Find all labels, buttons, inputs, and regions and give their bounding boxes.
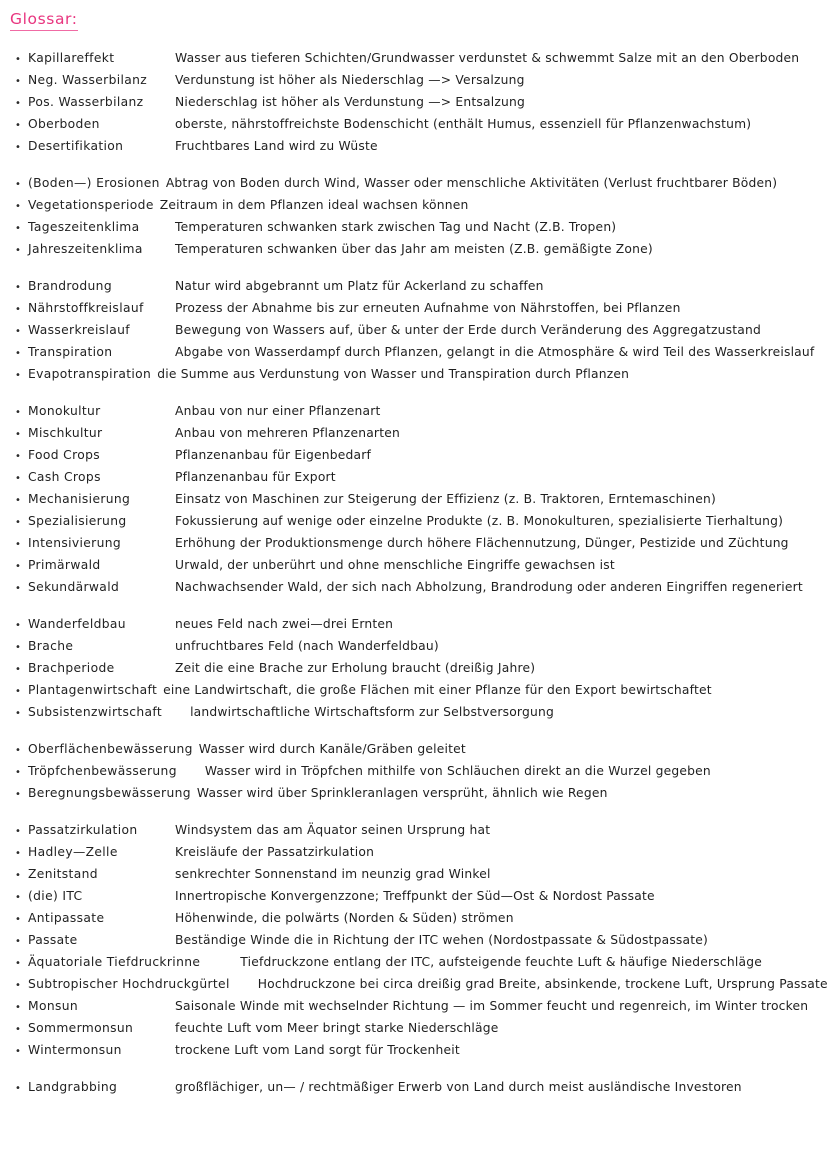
glossary-entry	[0, 973, 828, 995]
glossary-term: Plantagenwirtschaft	[28, 683, 158, 697]
glossary-definition: Niederschlag ist höher als Verdunstung —> Entsalzung	[175, 95, 525, 109]
glossary-term: Mechanisierung	[28, 492, 131, 506]
glossary-definition: Windsystem das am Äquator seinen Ursprung hat	[175, 823, 491, 837]
glossary-entry	[0, 885, 828, 907]
page-title: Glossar:	[10, 10, 78, 31]
glossary-term: Primärwald	[28, 558, 101, 572]
bullet-icon	[8, 681, 28, 703]
glossary-definition: Tiefdruckzone entlang der ITC, aufsteigende feuchte Luft & häufige Niederschläge	[240, 955, 762, 969]
glossary-term: Oberboden	[28, 117, 100, 131]
bullet-icon	[8, 615, 28, 637]
bullet-icon	[8, 1019, 28, 1041]
bullet-icon	[8, 637, 28, 659]
glossary-term: (die) ITC	[28, 889, 83, 903]
glossary-term: Neg. Wasserbilanz	[28, 73, 148, 87]
bullet-icon	[8, 843, 28, 865]
glossary-definition: Prozess der Abnahme bis zur erneuten Aufnahme von Nährstoffen, bei Pflanzen	[175, 301, 681, 315]
glossary-term: Äquatoriale Tiefdruckrinne	[28, 955, 201, 969]
glossary-term: Kapillareffekt	[28, 51, 115, 65]
glossary-definition: großflächiger, un— / rechtmäßiger Erwerb von Land durch meist ausländische Investoren	[175, 1080, 742, 1094]
glossary-term: Monsun	[28, 999, 79, 1013]
glossary-term: Mischkultur	[28, 426, 103, 440]
bullet-icon	[8, 321, 28, 343]
bullet-icon	[8, 49, 28, 71]
glossary-definition: Wasser wird über Sprinkleranlagen versprüht, ähnlich wie Regen	[196, 786, 608, 800]
glossary-group	[0, 819, 828, 1061]
glossary-definition: landwirtschaftliche Wirtschaftsform zur Selbstversorgung	[190, 705, 554, 719]
glossary-entry	[0, 576, 828, 598]
page-title-container	[10, 9, 78, 31]
glossary-definition: Wasser wird in Tröpfchen mithilfe von Schläuchen direkt an die Wurzel gegeben	[204, 764, 711, 778]
glossary-term: Monokultur	[28, 404, 101, 418]
glossary-term: Vegetationsperiode	[28, 198, 154, 212]
glossary-definition: Saisonale Winde mit wechselnder Richtung — im Sommer feucht und regenreich, im Winter trocken	[175, 999, 809, 1013]
bullet-icon	[8, 740, 28, 762]
glossary-term: Evapotranspiration	[28, 367, 152, 381]
glossary-entry	[0, 341, 828, 363]
glossary-entry	[0, 819, 828, 841]
glossary-term: Beregnungsbewässerung	[28, 786, 191, 800]
bullet-icon	[8, 909, 28, 931]
glossary-definition: Pflanzenanbau für Eigenbedarf	[175, 448, 372, 462]
glossary-definition: Temperaturen schwanken über das Jahr am meisten (Z.B. gemäßigte Zone)	[175, 242, 653, 256]
glossary-entry	[0, 701, 828, 723]
glossary-definition: Abgabe von Wasserdampf durch Pflanzen, gelangt in die Atmosphäre & wird Teil des Wasserkreislauf	[175, 345, 815, 359]
glossary-definition: Urwald, der unberührt und ohne menschliche Eingriffe gewachsen ist	[175, 558, 615, 572]
glossary-entry	[0, 679, 828, 701]
bullet-icon	[8, 137, 28, 159]
glossary-definition: Pflanzenanbau für Export	[175, 470, 336, 484]
glossary-definition: feuchte Luft vom Meer bringt starke Niederschläge	[175, 1021, 499, 1035]
glossary-entry	[0, 319, 828, 341]
glossary-entry	[0, 297, 828, 319]
bullet-icon	[8, 953, 28, 975]
bullet-icon	[8, 659, 28, 681]
glossary-definition: Wasser aus tieferen Schichten/Grundwasser verdunstet & schwemmt Salze mit an den Oberboden	[175, 51, 800, 65]
glossary-group	[0, 275, 828, 385]
glossary-term: Wintermonsun	[28, 1043, 122, 1057]
glossary-entry	[0, 444, 828, 466]
glossary-term: Food Crops	[28, 448, 101, 462]
bullet-icon	[8, 277, 28, 299]
bullet-icon	[8, 534, 28, 556]
glossary-entry	[0, 275, 828, 297]
glossary-group	[0, 172, 828, 260]
glossary-definition: Hochdruckzone bei circa dreißig grad Breite, absinkende, trockene Luft, Ursprung Passate	[257, 977, 828, 991]
bullet-icon	[8, 468, 28, 490]
glossary-term: Brache	[28, 639, 74, 653]
glossary-entry	[0, 760, 828, 782]
bullet-icon	[8, 821, 28, 843]
glossary-definition: Einsatz von Maschinen zur Steigerung der Effizienz (z. B. Traktoren, Erntemaschinen)	[175, 492, 716, 506]
glossary-entry	[0, 47, 828, 69]
glossary-definition: eine Landwirtschaft, die große Flächen mit einer Pflanze für den Export bewirtschaftet	[163, 683, 712, 697]
glossary-definition: Kreisläufe der Passatzirkulation	[175, 845, 375, 859]
glossary-term: Brachperiode	[28, 661, 115, 675]
bullet-icon	[8, 1041, 28, 1063]
glossary-entry	[0, 466, 828, 488]
glossary-entry	[0, 172, 828, 194]
glossary-term: Zenitstand	[28, 867, 98, 881]
glossary-term: Sommermonsun	[28, 1021, 134, 1035]
bullet-icon	[8, 784, 28, 806]
glossary-definition: Höhenwinde, die polwärts (Norden & Süden) strömen	[175, 911, 514, 925]
bullet-icon	[8, 299, 28, 321]
glossary-entry	[0, 657, 828, 679]
bullet-icon	[8, 887, 28, 909]
glossary-entry	[0, 635, 828, 657]
glossary-term: Intensivierung	[28, 536, 122, 550]
glossary-definition: trockene Luft vom Land sorgt für Trockenheit	[175, 1043, 460, 1057]
bullet-icon	[8, 512, 28, 534]
bullet-icon	[8, 762, 28, 784]
glossary-entry	[0, 488, 828, 510]
glossary-definition: Zeitraum in dem Pflanzen ideal wachsen können	[159, 198, 469, 212]
glossary-entry	[0, 951, 828, 973]
glossary-definition: Erhöhung der Produktionsmenge durch höhere Flächennutzung, Dünger, Pestizide und Züchtung	[175, 536, 789, 550]
glossary-entry	[0, 113, 828, 135]
bullet-icon	[8, 218, 28, 240]
glossary-term: (Boden—) Erosionen	[28, 176, 160, 190]
bullet-icon	[8, 446, 28, 468]
glossary-term: Wasserkreislauf	[28, 323, 130, 337]
glossary-entry	[0, 929, 828, 951]
bullet-icon	[8, 703, 28, 725]
glossary-entry	[0, 216, 828, 238]
bullet-icon	[8, 240, 28, 262]
glossary-entry	[0, 1017, 828, 1039]
glossary-entry	[0, 194, 828, 216]
glossary-entry	[0, 69, 828, 91]
glossary-definition: Abtrag von Boden durch Wind, Wasser oder menschliche Aktivitäten (Verlust fruchtbarer Böden)	[165, 176, 778, 190]
glossary-term: Jahreszeitenklima	[28, 242, 143, 256]
glossary-group	[0, 1076, 828, 1098]
glossary-term: Transpiration	[28, 345, 113, 359]
glossary-entry	[0, 422, 828, 444]
glossary-definition: Beständige Winde die in Richtung der ITC wehen (Nordostpassate & Südostpassate)	[175, 933, 709, 947]
bullet-icon	[8, 1078, 28, 1100]
bullet-icon	[8, 556, 28, 578]
glossary-term: Cash Crops	[28, 470, 101, 484]
glossary-definition: die Summe aus Verdunstung von Wasser und Transpiration durch Pflanzen	[157, 367, 630, 381]
glossary-definition: Verdunstung ist höher als Niederschlag —> Versalzung	[175, 73, 525, 87]
glossary-entry	[0, 613, 828, 635]
glossary-entry	[0, 863, 828, 885]
glossary-definition: Temperaturen schwanken stark zwischen Tag und Nacht (Z.B. Tropen)	[175, 220, 617, 234]
bullet-icon	[8, 343, 28, 365]
glossary-term: Landgrabbing	[28, 1080, 118, 1094]
glossary-definition: Fokussierung auf wenige oder einzelne Produkte (z. B. Monokulturen, spezialisierte Tierhaltung)	[175, 514, 784, 528]
glossary-definition: senkrechter Sonnenstand im neunzig grad Winkel	[175, 867, 491, 881]
glossary-term: Sekundärwald	[28, 580, 120, 594]
glossary-term: Desertifikation	[28, 139, 124, 153]
glossary-group	[0, 613, 828, 723]
glossary-term: Oberflächenbewässerung	[28, 742, 193, 756]
glossary-definition: oberste, nährstoffreichste Bodenschicht (enthält Humus, essenziell für Pflanzenwachstum)	[175, 117, 752, 131]
glossary-term: Wanderfeldbau	[28, 617, 126, 631]
glossary-entry	[0, 841, 828, 863]
glossary-definition: unfruchtbares Feld (nach Wanderfeldbau)	[175, 639, 439, 653]
bullet-icon	[8, 490, 28, 512]
bullet-icon	[8, 997, 28, 1019]
glossary-entry	[0, 532, 828, 554]
glossary-definition: Anbau von nur einer Pflanzenart	[175, 404, 381, 418]
bullet-icon	[8, 578, 28, 600]
glossary-definition: Natur wird abgebrannt um Platz für Ackerland zu schaffen	[175, 279, 544, 293]
glossary-definition: Anbau von mehreren Pflanzenarten	[175, 426, 400, 440]
bullet-icon	[8, 424, 28, 446]
glossary-term: Subtropischer Hochdruckgürtel	[28, 977, 230, 991]
glossary-entry	[0, 135, 828, 157]
glossary-term: Passate	[28, 933, 78, 947]
bullet-icon	[8, 365, 28, 387]
glossary-definition: Zeit die eine Brache zur Erholung braucht (dreißig Jahre)	[175, 661, 536, 675]
bullet-icon	[8, 975, 28, 997]
glossary-entry	[0, 1076, 828, 1098]
bullet-icon	[8, 196, 28, 218]
glossary-definition: Fruchtbares Land wird zu Wüste	[175, 139, 378, 153]
glossary-term: Hadley—Zelle	[28, 845, 118, 859]
glossary-entry	[0, 238, 828, 260]
glossary-definition: Innertropische Konvergenzzone; Treffpunkt der Süd—Ost & Nordost Passate	[175, 889, 655, 903]
glossary-term: Tageszeitenklima	[28, 220, 140, 234]
glossary-group	[0, 400, 828, 598]
glossary-term: Tröpfchenbewässerung	[28, 764, 177, 778]
glossary-entry	[0, 995, 828, 1017]
glossary-entry	[0, 400, 828, 422]
glossary-term: Subsistenzwirtschaft	[28, 705, 163, 719]
glossary-term: Passatzirkulation	[28, 823, 138, 837]
bullet-icon	[8, 71, 28, 93]
glossary-definition: Wasser wird durch Kanäle/Gräben geleitet	[198, 742, 466, 756]
glossary-term: Antipassate	[28, 911, 105, 925]
bullet-icon	[8, 865, 28, 887]
glossary-term: Spezialisierung	[28, 514, 127, 528]
glossary-list	[0, 47, 828, 1098]
bullet-icon	[8, 93, 28, 115]
glossary-entry	[0, 363, 828, 385]
glossary-entry	[0, 1039, 828, 1061]
glossary-definition: Nachwachsender Wald, der sich nach Abholzung, Brandrodung oder anderen Eingriffen regeneriert	[175, 580, 803, 594]
glossary-entry	[0, 782, 828, 804]
bullet-icon	[8, 931, 28, 953]
glossary-definition: Bewegung von Wassers auf, über & unter der Erde durch Veränderung des Aggregatzustand	[175, 323, 761, 337]
bullet-icon	[8, 115, 28, 137]
glossary-group	[0, 738, 828, 804]
glossary-definition: neues Feld nach zwei—drei Ernten	[175, 617, 394, 631]
bullet-icon	[8, 174, 28, 196]
glossary-term: Nährstoffkreislauf	[28, 301, 144, 315]
bullet-icon	[8, 402, 28, 424]
glossary-group	[0, 47, 828, 157]
glossary-entry	[0, 91, 828, 113]
glossary-entry	[0, 554, 828, 576]
glossary-entry	[0, 510, 828, 532]
glossary-term: Brandrodung	[28, 279, 112, 293]
glossary-entry	[0, 738, 828, 760]
glossary-term: Pos. Wasserbilanz	[28, 95, 144, 109]
glossary-entry	[0, 907, 828, 929]
